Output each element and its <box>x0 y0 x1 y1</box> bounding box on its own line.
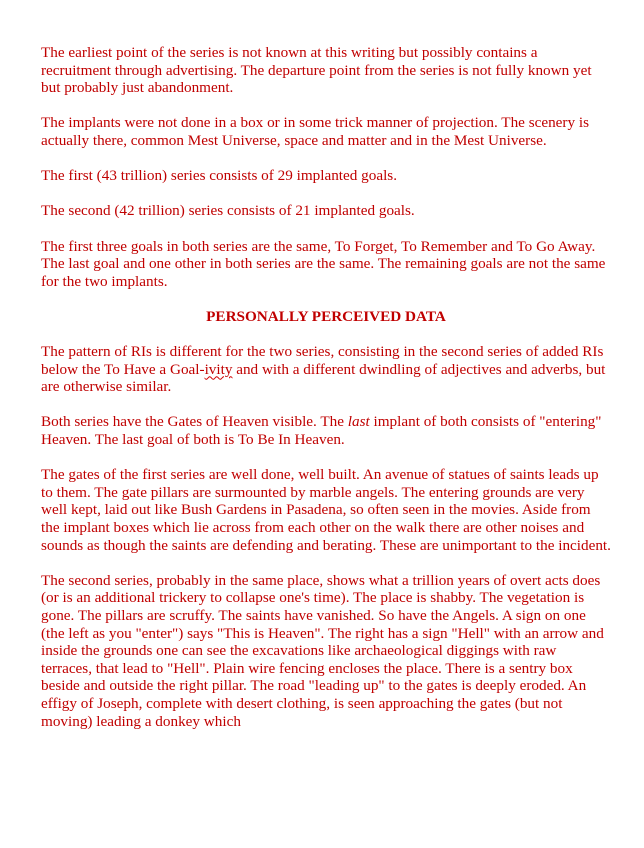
paragraph-goals-comparison: The first three goals in both series are the same, To Forget, To Remember and To Go Away. The last goal and one other in both series are the same. The remaining goals are not the same for the two implants. <box>41 237 606 290</box>
document-page <box>41 44 611 748</box>
ri-pattern-text-b: and with a different dwindling of adjectives and adverbs, but are otherwise similar. <box>41 360 606 396</box>
spellcheck-flagged-word: ivity <box>204 360 233 378</box>
paragraph-second-series-gates: The second series, probably in the same place, shows what a trillion years of overt acts does (or is an additional trickery to collapse one's time). The place is shabby. The vegetation is gone. The pillars are scruffy. The saints have vanished. So have the Angels. A sign on one (the left as you "enter") says "This is Heaven". The right has a sign "Hell" with an arrow and inside the grounds one can see the excavations like archaeological diggings with raw terraces, that lead to "Hell". Plain wire fencing encloses the place. There is a sentry box beside and outside the right pillar. The road "leading up" to the gates is deeply eroded. An effigy of Joseph, complete with desert clothing, is seen approaching the gates (but not moving) leading a donkey which <box>41 571 604 730</box>
paragraph-ri-pattern <box>41 343 611 396</box>
paragraph-earliest-point: The earliest point of the series is not known at this writing but possibly contains a recruitment through advertising. The departure point from the series is not fully known yet but probably just abandonment. <box>41 44 592 97</box>
paragraph-first-series: The first (43 trillion) series consists of 29 implanted goals. <box>41 167 398 185</box>
gates-text-a: Both series have the Gates of Heaven visible. The <box>41 413 348 431</box>
paragraph-gates-of-heaven <box>41 413 611 448</box>
emphasis-last: last <box>347 413 370 431</box>
ri-pattern-text-a: The pattern of RIs is different for the two series, consisting in the second series of added RIs below the To Have a Goal- <box>41 343 604 378</box>
paragraph-second-series: The second (42 trillion) series consists of 21 implanted goals. <box>41 202 415 220</box>
paragraph-implants-scenery: The implants were not done in a box or in some trick manner of projection. The scenery is actually there, common Mest Universe, space and matter and in the Mest Universe. <box>41 114 590 149</box>
gates-text-b: implant of both consists of "entering" Heaven. The last goal of both is To Be In Heaven. <box>41 413 602 449</box>
section-heading: PERSONALLY PERCEIVED DATA <box>206 307 446 325</box>
paragraph-first-series-gates: The gates of the first series are well done, well built. An avenue of statues of saints leads up to them. The gate pillars are surmounted by marble angels. The entering grounds are very well kept, laid out like Bush Gardens in Pasadena, so often seen in the movies. Aside from the implant boxes which lie across from each other on the walk there are other noises and sounds as though the saints are defending and berating. These are unimportant to the incident. <box>41 466 611 554</box>
